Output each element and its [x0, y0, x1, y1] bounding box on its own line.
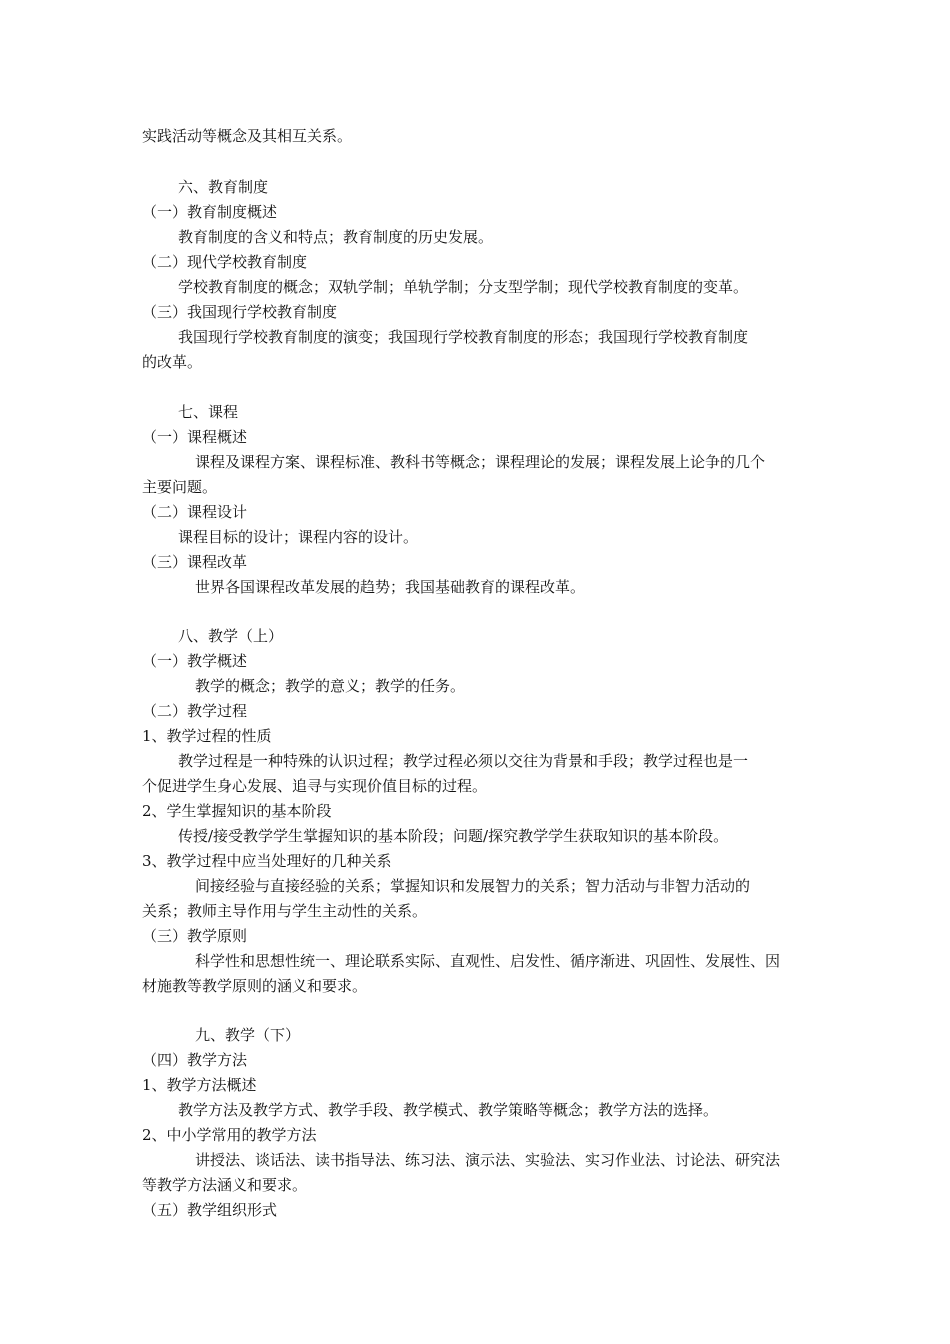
text-line: 我国现行学校教育制度的演变；我国现行学校教育制度的形态；我国现行学校教育制度	[178, 328, 749, 346]
subsection-heading: （三）我国现行学校教育制度	[142, 303, 338, 321]
text-line: 教育制度的含义和特点；教育制度的历史发展。	[178, 228, 494, 246]
subsection-heading: （五）教学组织形式	[142, 1201, 278, 1219]
text-line: 教学的概念；教学的意义；教学的任务。	[195, 677, 466, 695]
subsection-heading: （三）课程改革	[142, 553, 248, 571]
text-line: 课程目标的设计；课程内容的设计。	[178, 528, 419, 546]
subsection-heading: （三）教学原则	[142, 927, 248, 945]
section-heading: 六、教育制度	[178, 178, 269, 196]
text-line: 个促进学生身心发展、追寻与实现价值目标的过程。	[142, 777, 488, 795]
numbered-heading: 1、教学过程的性质	[142, 727, 272, 745]
text-line: 课程及课程方案、课程标准、教科书等概念；课程理论的发展；课程发展上论争的几个	[195, 453, 766, 471]
text-line: 间接经验与直接经验的关系；掌握知识和发展智力的关系；智力活动与非智力活动的	[195, 877, 751, 895]
subsection-heading: （二）课程设计	[142, 503, 248, 521]
text-line: 的改革。	[142, 353, 203, 371]
numbered-heading: 3、教学过程中应当处理好的几种关系	[142, 852, 392, 870]
text-line: 等教学方法涵义和要求。	[142, 1176, 308, 1194]
text-line: 教学过程是一种特殊的认识过程；教学过程必须以交往为背景和手段；教学过程也是一	[178, 752, 749, 770]
subsection-heading: （二）教学过程	[142, 702, 248, 720]
text-line: 学校教育制度的概念；双轨学制；单轨学制；分支型学制；现代学校教育制度的变革。	[178, 278, 749, 296]
text-line: 实践活动等概念及其相互关系。	[142, 127, 353, 145]
text-line: 科学性和思想性统一、理论联系实际、直观性、启发性、循序渐进、巩固性、发展性、因	[195, 952, 781, 970]
text-line: 讲授法、谈话法、读书指导法、练习法、演示法、实验法、实习作业法、讨论法、研究法	[195, 1151, 781, 1169]
numbered-heading: 1、教学方法概述	[142, 1076, 257, 1094]
text-line: 关系；教师主导作用与学生主动性的关系。	[142, 902, 428, 920]
subsection-heading: （一）教育制度概述	[142, 203, 278, 221]
section-heading: 九、教学（下）	[195, 1026, 301, 1044]
subsection-heading: （一）课程概述	[142, 428, 248, 446]
text-line: 教学方法及教学方式、教学手段、教学模式、教学策略等概念；教学方法的选择。	[178, 1101, 719, 1119]
numbered-heading: 2、学生掌握知识的基本阶段	[142, 802, 332, 820]
section-heading: 八、教学（上）	[178, 627, 284, 645]
subsection-heading: （二）现代学校教育制度	[142, 253, 308, 271]
text-line: 传授/接受教学学生掌握知识的基本阶段；问题/探究教学学生获取知识的基本阶段。	[178, 827, 729, 845]
text-line: 材施教等教学原则的涵义和要求。	[142, 977, 368, 995]
numbered-heading: 2、中小学常用的教学方法	[142, 1126, 317, 1144]
text-line: 世界各国课程改革发展的趋势；我国基础教育的课程改革。	[195, 578, 586, 596]
subsection-heading: （一）教学概述	[142, 652, 248, 670]
subsection-heading: （四）教学方法	[142, 1051, 248, 1069]
text-line: 主要问题。	[142, 478, 218, 496]
section-heading: 七、课程	[178, 403, 239, 421]
